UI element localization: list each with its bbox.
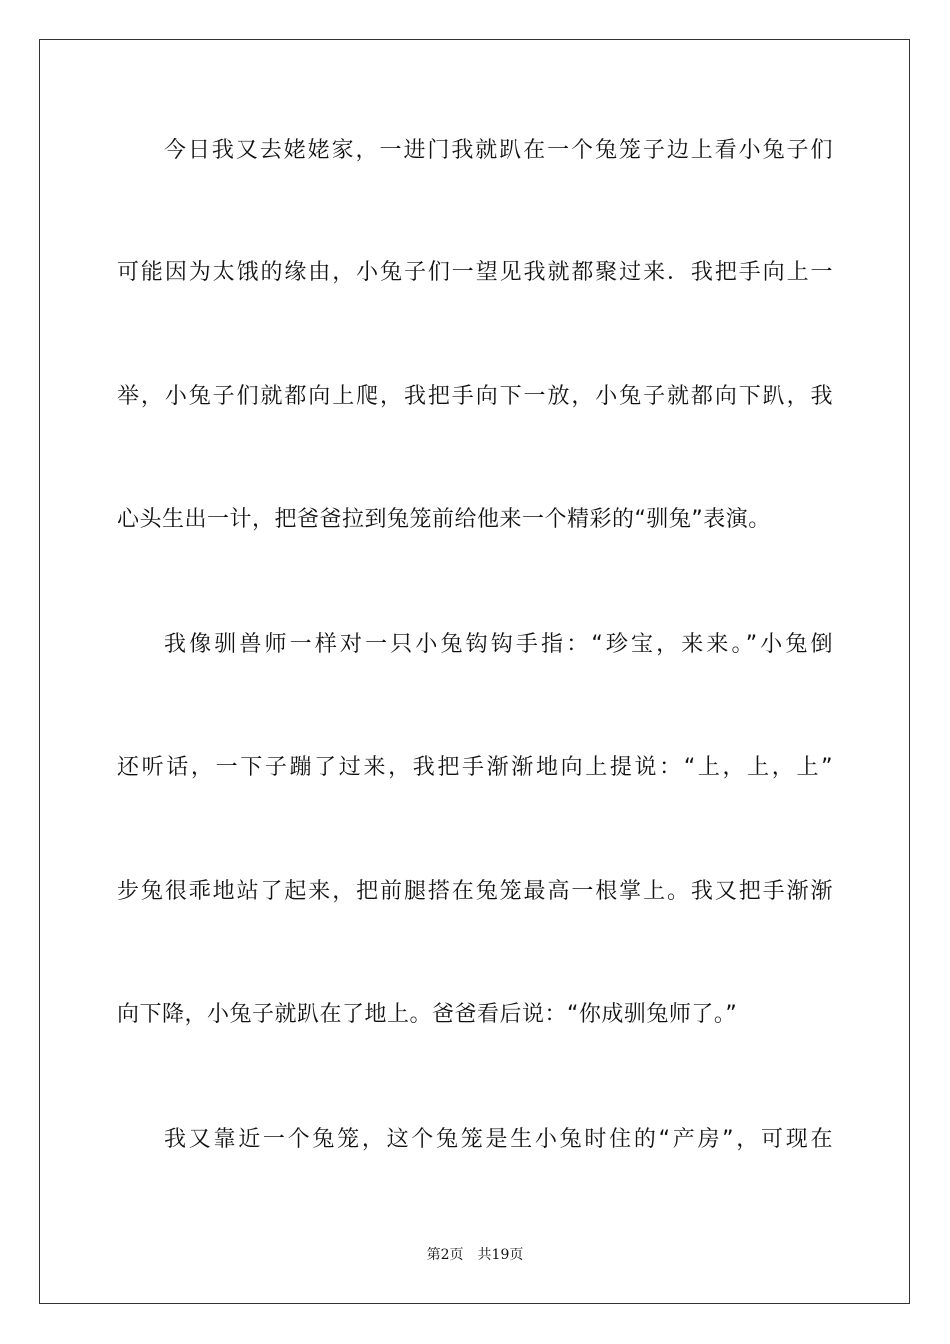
paragraph-line-5: 我像驯兽师一样对一只小兔钩钩手指：“珍宝，来来。”小兔倒 <box>164 632 833 657</box>
paragraph-line-2: 可能因为太饿的缘由，小兔子们一望见我就都聚过来．我把手向上一 <box>117 260 833 285</box>
paragraph-line-3: 举，小兔子们就都向上爬，我把手向下一放，小兔子就都向下趴，我 <box>117 384 833 409</box>
paragraph-line-9: 我又靠近一个兔笼，这个兔笼是生小兔时住的“产房”，可现在 <box>164 1127 833 1152</box>
paragraph-line-6: 还听话，一下子蹦了过来，我把手渐渐地向上提说：“上，上，上” <box>117 755 833 780</box>
paragraph-line-4: 心头生出一计，把爸爸拉到兔笼前给他来一个精彩的“驯兔”表演。 <box>117 507 771 532</box>
paragraph-line-1: 今日我又去姥姥家，一进门我就趴在一个兔笼子边上看小兔子们 <box>164 138 833 163</box>
paragraph-line-8: 向下降，小兔子就趴在了地上。爸爸看后说：“你成驯兔师了。” <box>117 1002 738 1027</box>
paragraph-line-7: 步兔很乖地站了起来，把前腿搭在兔笼最高一根掌上。我又把手渐渐 <box>117 879 833 904</box>
page-number-footer: 第2页 共19页 <box>426 1247 524 1263</box>
page-border <box>39 39 910 1304</box>
